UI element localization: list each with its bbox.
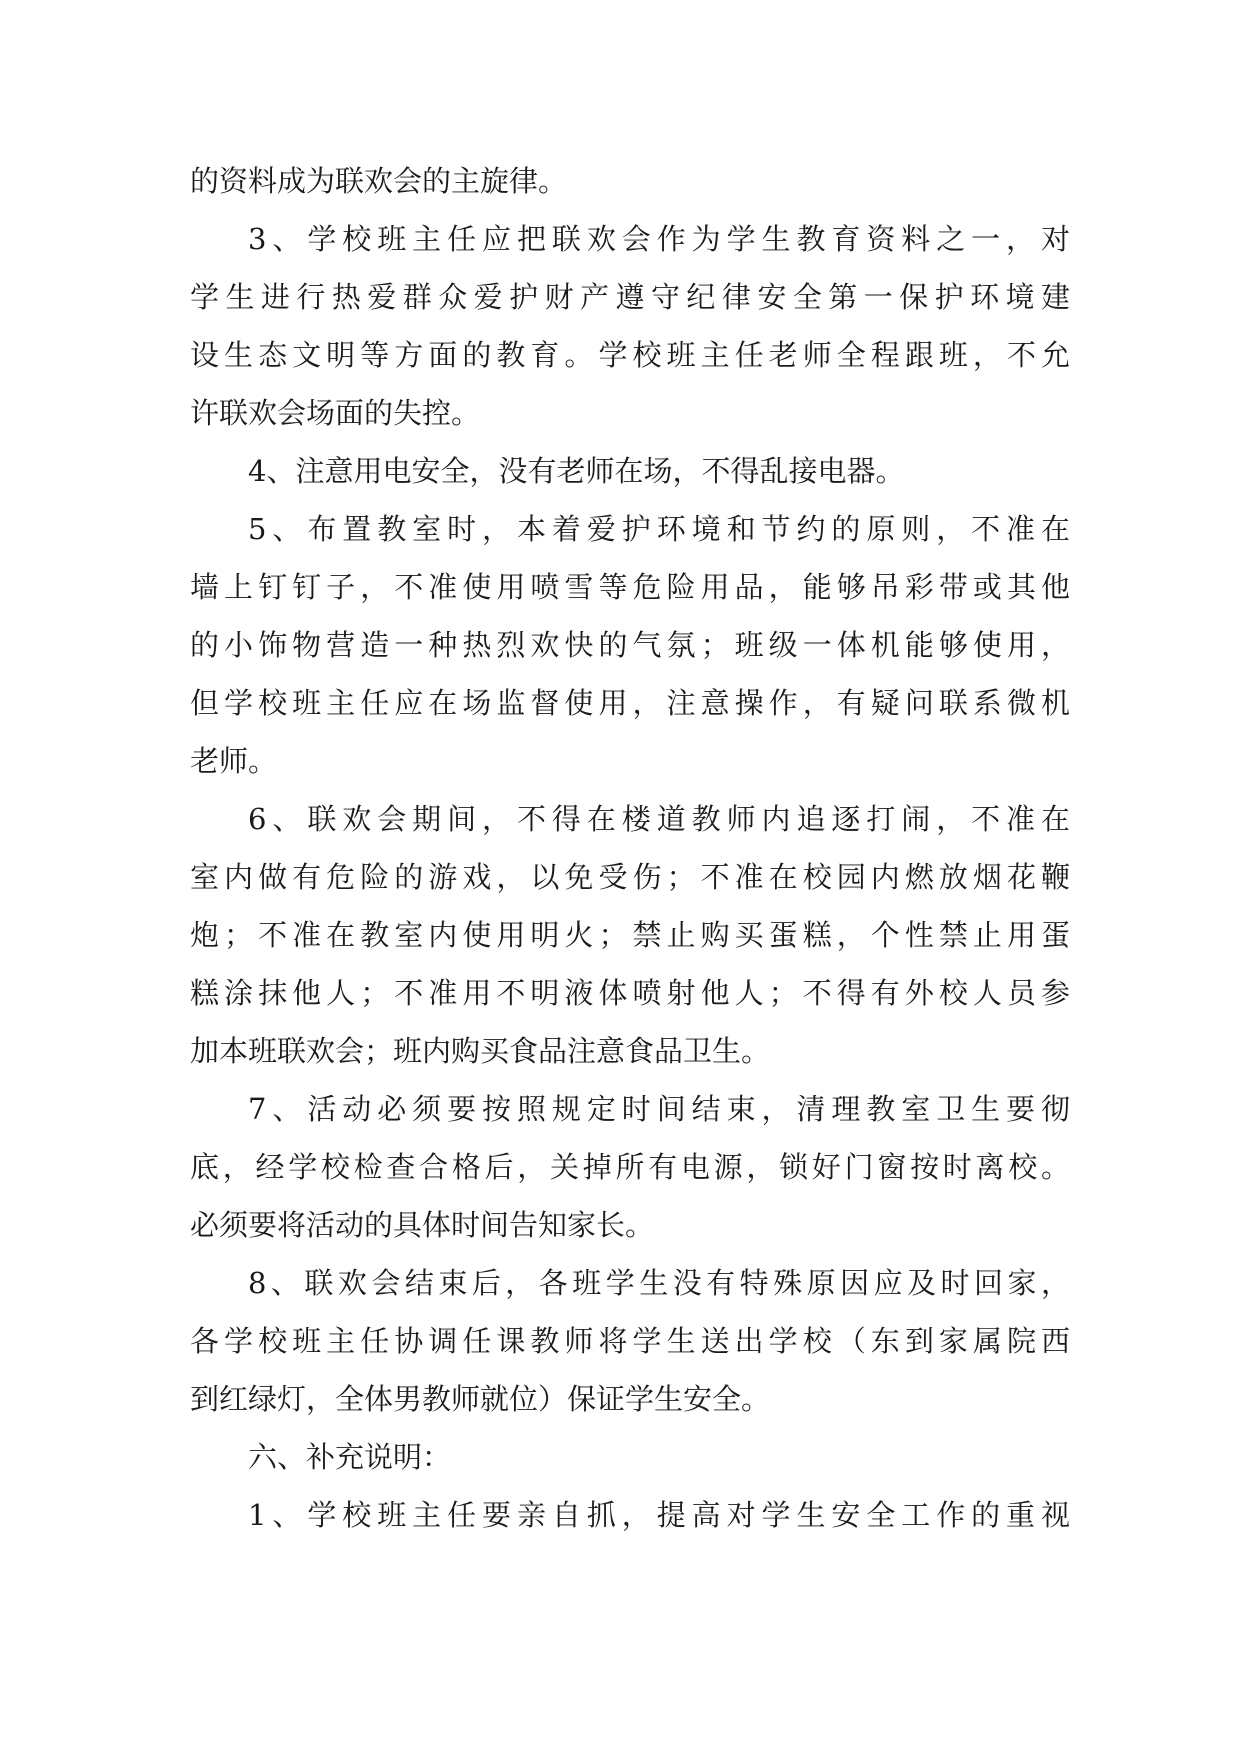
text-line: 加本班联欢会；班内购买食品注意食品卫生。 <box>190 1034 771 1068</box>
text-line: 墙上钉钉子，不准使用喷雪等危险用品，能够吊彩带或其他 <box>190 570 1070 604</box>
text-line: 7、活动必须要按照规定时间结束，清理教室卫生要彻 <box>248 1092 1070 1126</box>
text-line: 老师。 <box>190 744 278 778</box>
text-line: 但学校班主任应在场监督使用，注意操作，有疑问联系微机 <box>190 686 1070 720</box>
document-body <box>190 152 1070 1544</box>
text-line: 必须要将活动的具体时间告知家长。 <box>190 1208 655 1242</box>
text-line: 学生进行热爱群众爱护财产遵守纪律安全第一保护环境建 <box>190 280 1070 314</box>
text-line: 炮；不准在教室内使用明火；禁止购买蛋糕，个性禁止用蛋 <box>190 918 1070 952</box>
text-line: 设生态文明等方面的教育。学校班主任老师全程跟班，不允 <box>190 338 1070 372</box>
text-line: 室内做有危险的游戏，以免受伤；不准在校园内燃放烟花鞭 <box>190 860 1070 894</box>
text-line: 3、学校班主任应把联欢会作为学生教育资料之一，对 <box>248 222 1070 256</box>
text-line: 6、联欢会期间，不得在楼道教师内追逐打闹，不准在 <box>248 802 1070 836</box>
text-line: 5、布置教室时，本着爱护环境和节约的原则，不准在 <box>248 512 1070 546</box>
text-line: 8、联欢会结束后，各班学生没有特殊原因应及时回家， <box>248 1266 1070 1300</box>
text-line: 各学校班主任协调任课教师将学生送出学校（东到家属院西 <box>190 1324 1070 1358</box>
text-line: 六、补充说明： <box>248 1440 452 1474</box>
text-line: 的小饰物营造一种热烈欢快的气氛；班级一体机能够使用， <box>190 628 1070 662</box>
text-line: 的资料成为联欢会的主旋律。 <box>190 164 568 198</box>
text-line: 糕涂抹他人；不准用不明液体喷射他人；不得有外校人员参 <box>190 976 1070 1010</box>
text-line: 4、注意用电安全，没有老师在场，不得乱接电器。 <box>248 454 905 488</box>
text-line: 1、学校班主任要亲自抓，提高对学生安全工作的重视 <box>248 1498 1070 1532</box>
text-line: 许联欢会场面的失控。 <box>190 396 481 430</box>
text-line: 到红绿灯，全体男教师就位）保证学生安全。 <box>190 1382 771 1416</box>
text-line: 底，经学校检查合格后，关掉所有电源，锁好门窗按时离校。 <box>190 1150 1070 1184</box>
